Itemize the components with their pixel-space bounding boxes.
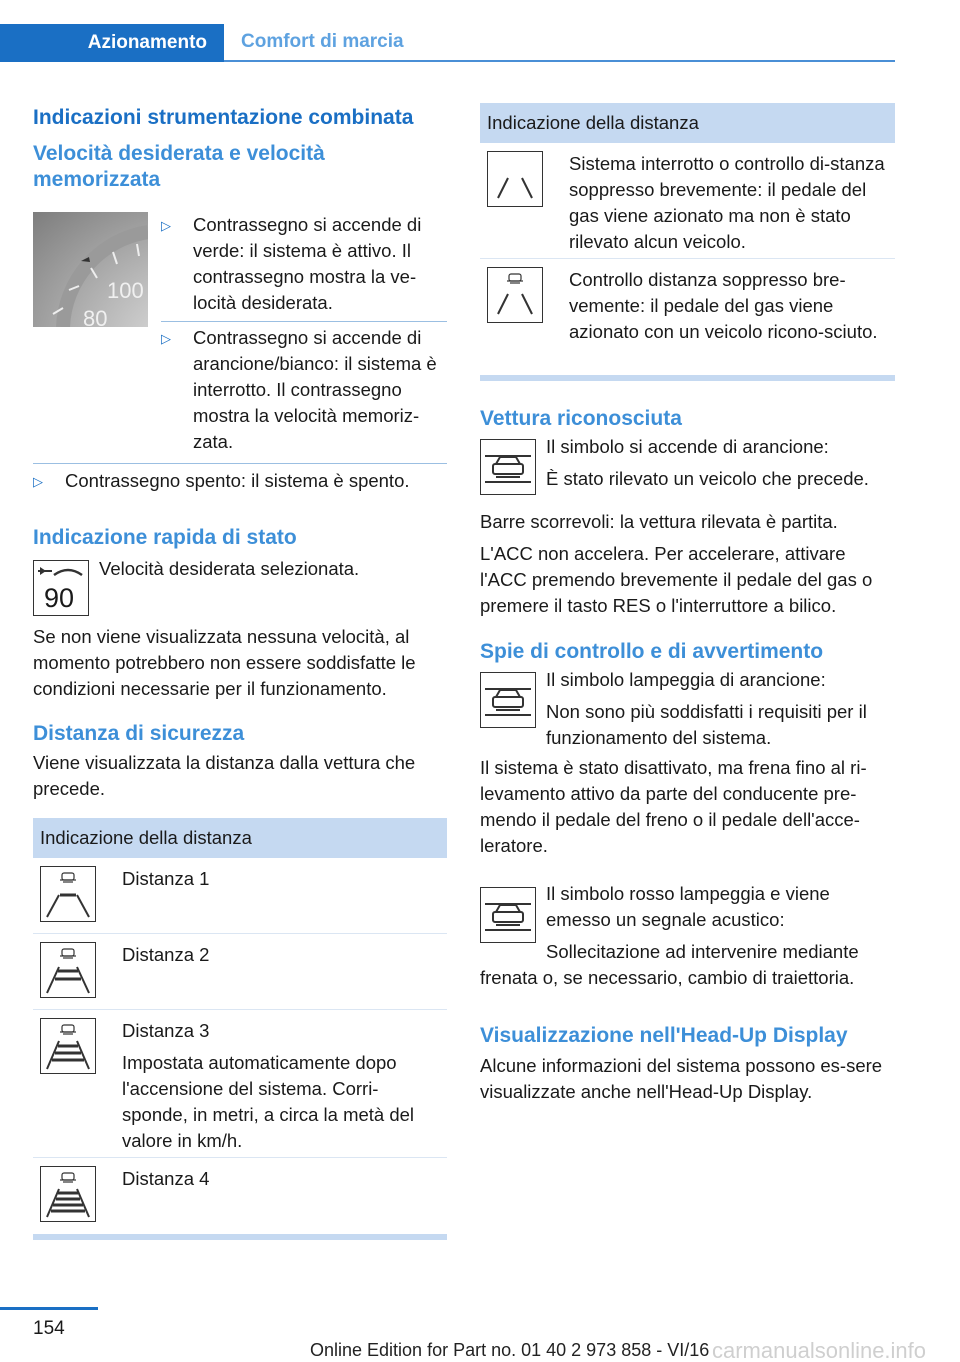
icon-description: Velocità desiderata selezionata.	[99, 558, 360, 579]
speedometer-image	[33, 212, 148, 327]
distance-1-icon	[40, 866, 96, 922]
gauge-label-100: 100	[107, 278, 144, 303]
subsection-title: Vettura riconosciuta	[480, 407, 682, 430]
right-column	[480, 103, 895, 1105]
subsection-title: Spie di controllo e di avvertimento	[480, 640, 824, 663]
table-row	[33, 858, 447, 934]
distance-table-continued	[480, 103, 895, 381]
subsection-title: Velocità desiderata e velocità memorizzata	[33, 142, 325, 191]
top-bar	[0, 0, 895, 62]
paragraph: Alcune informazioni del sistema possono es-sere visualizzate anche nell'Head-Up Display.	[480, 1055, 883, 1102]
row-label: Distanza 2	[122, 944, 210, 965]
paragraph: Se non viene visualizzata nessuna velocità, al momento potrebbero non essere soddisfatte le condizioni necessarie per il funzionamento.	[33, 626, 416, 699]
row-label: Distanza 1	[122, 868, 210, 889]
table-row	[33, 934, 447, 1010]
distance-suppressed-icon	[487, 267, 543, 323]
subsection-title: Visualizzazione nell'Head-Up Display	[480, 1024, 848, 1047]
bullet-triangle-icon: ▷	[33, 474, 43, 489]
row-label: Distanza 3	[122, 1020, 210, 1041]
table-row	[480, 259, 895, 375]
subsection-title: Distanza di sicurezza	[33, 722, 245, 745]
watermark: carmanualsonline.info	[712, 1338, 927, 1362]
table-row	[480, 143, 895, 259]
table-header: Indicazione della distanza	[480, 103, 895, 143]
gauge-label-80: 80	[83, 306, 108, 327]
symbol-description: Non sono più soddisfatti i requisiti per il funzionamento del sistema.	[546, 701, 867, 748]
paragraph: L'ACC non accelera. Per accelerare, attivare l'ACC premendo brevemente il pedale del gas o premere il tasto RES o l'interruttore a bilico.	[480, 543, 873, 616]
distance-3-icon	[40, 1018, 96, 1074]
symbol-description: Il simbolo lampeggia di arancione:	[546, 669, 826, 690]
vehicle-detected-icon	[480, 439, 536, 495]
row-description: Sistema interrotto o controllo di-stanza soppresso brevemente: il pedale del gas viene azionato ma non è stato rilevato alcun veicolo.	[569, 153, 885, 252]
system-interrupted-icon	[487, 151, 543, 207]
edition-note: Online Edition for Part no. 01 40 2 973 858 - VI/16	[310, 1340, 710, 1360]
distance-table	[33, 818, 447, 1240]
paragraph: Barre scorrevoli: la vettura rilevata è partita.	[480, 511, 838, 532]
table-end-rule	[33, 1234, 447, 1240]
bullet-triangle-icon: ▷	[161, 218, 171, 233]
warning-car-icon	[480, 672, 536, 728]
bullet-item: ▷ Contrassegno si accende di arancione/bianco: il sistema è interrotto. Il contrassegno mostra la velocità memoriz-zata.	[161, 325, 447, 455]
page-number: 154	[33, 1318, 65, 1339]
paragraph: Il sistema è stato disattivato, ma frena fino al ri-levamento attivo da parte del conducente pre-mendo il pedale del freno o il pedale dell'acce-leratore.	[480, 757, 867, 856]
tab-comfort-di-marcia[interactable]: Comfort di marcia	[241, 31, 404, 52]
speed-indicator-icon	[33, 560, 89, 616]
symbol-description: È stato rilevato un veicolo che precede.	[546, 468, 869, 489]
distance-4-icon	[40, 1166, 96, 1222]
bullet-item: ▷ Contrassegno spento: il sistema è spento.	[33, 468, 447, 495]
symbol-description: Il simbolo si accende di arancione:	[546, 436, 829, 457]
bullet-item: ▷ Contrassegno si accende di verde: il sistema è attivo. Il contrassegno mostra la ve-locità desiderata.	[161, 212, 447, 316]
bullet-triangle-icon: ▷	[161, 331, 171, 346]
speed-value: 90	[44, 583, 75, 613]
red-warning-car-icon	[480, 887, 536, 943]
left-column	[33, 100, 447, 1240]
row-description: Impostata automaticamente dopo l'accensione del sistema. Corri-sponde, in metri, a circa la metà del valore in km/h.	[122, 1052, 415, 1151]
subsection-title: Indicazione rapida di stato	[33, 526, 297, 549]
symbol-description: Sollecitazione ad intervenire mediante frenata o, se necessario, cambio di traiettoria.	[480, 941, 859, 988]
table-row	[33, 1158, 447, 1234]
symbol-description: Il simbolo rosso lampeggia e viene emesso un segnale acustico:	[546, 883, 830, 930]
section-title: Indicazioni strumentazione combinata	[33, 106, 414, 129]
row-label: Distanza 4	[122, 1168, 210, 1189]
table-row	[33, 1010, 447, 1158]
table-end-rule	[480, 375, 895, 381]
paragraph: Viene visualizzata la distanza dalla vettura che precede.	[33, 752, 416, 799]
row-description: Controllo distanza soppresso bre-vemente: il pedale del gas viene azionato con un veicolo ricono-sciuto.	[569, 269, 878, 342]
footer-rule	[0, 1307, 98, 1310]
distance-2-icon	[40, 942, 96, 998]
table-header: Indicazione della distanza	[33, 818, 447, 858]
tab-azionamento[interactable]: Azionamento	[0, 24, 224, 62]
